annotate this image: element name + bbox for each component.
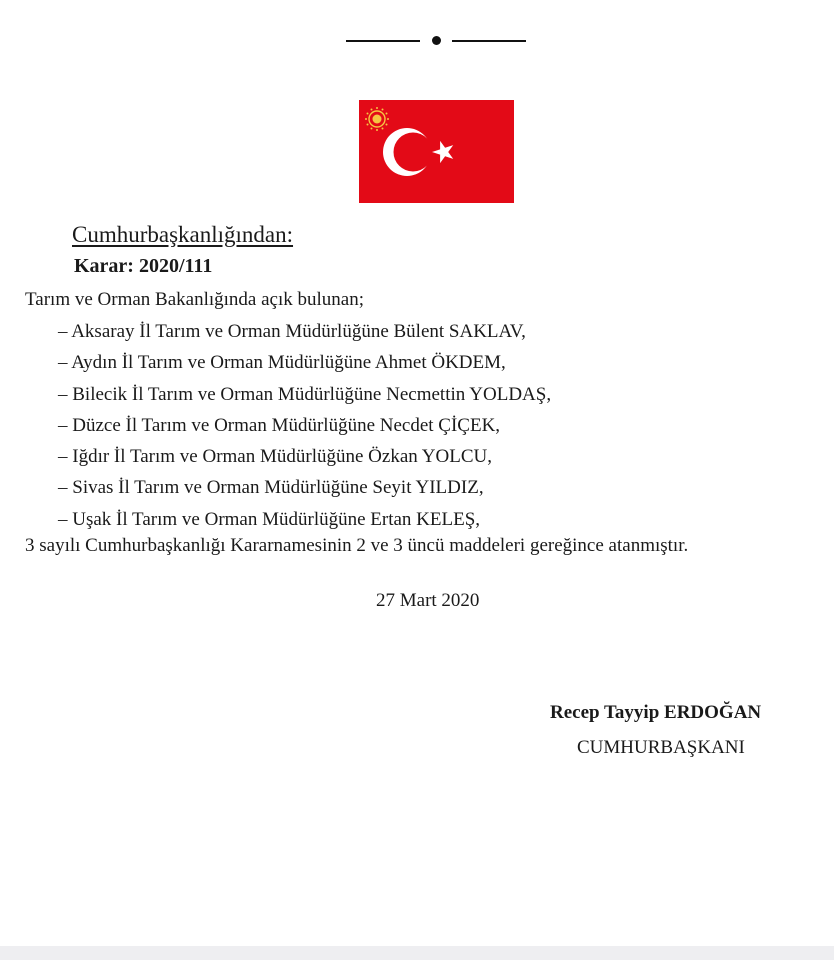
ornament-line-left: [346, 40, 420, 42]
intro-text: Tarım ve Orman Bakanlığında açık bulunan;: [25, 289, 364, 310]
ornament-dot: [432, 36, 441, 45]
ornament-line-right: [452, 40, 526, 42]
signatory-title: CUMHURBAŞKANI: [577, 737, 745, 758]
page-title: Cumhurbaşkanlığından:: [72, 222, 294, 247]
list-item: – Uşak İl Tarım ve Orman Müdürlüğüne Ertan KELEŞ,: [58, 508, 481, 530]
list-item: – Aydın İl Tarım ve Orman Müdürlüğüne Ahmet ÖKDEM,: [58, 352, 506, 374]
list-item: – Sivas İl Tarım ve Orman Müdürlüğüne Seyit YILDIZ,: [58, 477, 484, 499]
bottom-bar: [0, 946, 834, 960]
list-item: – Aksaray İl Tarım ve Orman Müdürlüğüne Bülent SAKLAV,: [58, 321, 526, 342]
list-item: – Bilecik İl Tarım ve Orman Müdürlüğüne Necmettin YOLDAŞ,: [58, 383, 552, 405]
decision-date: 27 Mart 2020: [376, 590, 480, 611]
divider-ornament-icon: [346, 32, 526, 48]
list-item: – Iğdır İl Tarım ve Orman Müdürlüğüne Özkan YOLCU,: [58, 446, 492, 468]
signatory-name: Recep Tayyip ERDOĞAN: [550, 702, 762, 723]
decision-number: Karar: 2020/111: [74, 255, 213, 277]
conclusion-text: 3 sayılı Cumhurbaşkanlığı Kararnamesinin 2 ve 3 üncü maddeleri gereğince atanmıştır.: [25, 535, 689, 556]
assignment-list: [58, 320, 551, 539]
turkish-flag-icon: [359, 100, 514, 203]
list-item: – Düzce İl Tarım ve Orman Müdürlüğüne Necdet ÇİÇEK,: [58, 414, 501, 436]
